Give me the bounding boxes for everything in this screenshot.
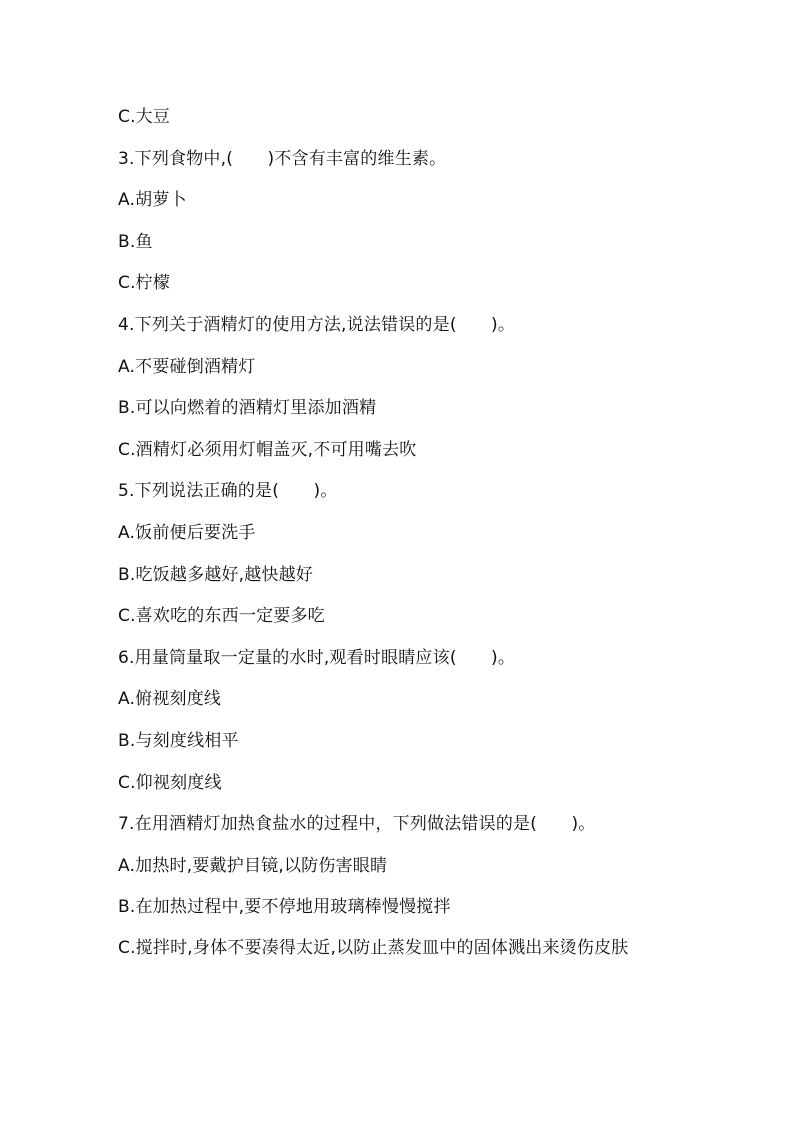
question-6-option-b: B.与刻度线相平 xyxy=(118,730,239,751)
question-5-option-c: C.喜欢吃的东西一定要多吃 xyxy=(118,606,325,627)
question-4-option-c: C.酒精灯必须用灯帽盖灭,不可用嘴去吹 xyxy=(118,439,417,460)
question-4: 4.下列关于酒精灯的使用方法,说法错误的是( )。 xyxy=(118,314,516,335)
question-list xyxy=(118,106,688,989)
question-3-option-a: A.胡萝卜 xyxy=(118,190,187,211)
question-4-option-b: B.可以向燃着的酒精灯里添加酒精 xyxy=(118,398,377,419)
question-3-option-b: B.鱼 xyxy=(118,231,153,252)
question-3-option-c: C.柠檬 xyxy=(118,273,171,294)
question-6-option-a: A.俯视刻度线 xyxy=(118,689,222,710)
question-5: 5.下列说法正确的是( )。 xyxy=(118,481,338,502)
question-3: 3.下列食物中,( )不含有丰富的维生素。 xyxy=(118,148,447,169)
question-5-option-a: A.饭前便后要洗手 xyxy=(118,522,256,543)
question-7-option-a: A.加热时,要戴护目镜,以防伤害眼睛 xyxy=(118,855,388,876)
question-7: 7.在用酒精灯加热食盐水的过程中，下列做法错误的是( )。 xyxy=(118,814,596,835)
question-6: 6.用量筒量取一定量的水时,观看时眼睛应该( )。 xyxy=(118,647,516,668)
question-7-option-c: C.搅拌时,身体不要凑得太近,以防止蒸发皿中的固体溅出来烫伤皮肤 xyxy=(118,938,629,959)
question-5-option-b: B.吃饭越多越好,越快越好 xyxy=(118,564,314,585)
question-4-option-a: A.不要碰倒酒精灯 xyxy=(118,356,256,377)
question-7-option-b: B.在加热过程中,要不停地用玻璃棒慢慢搅拌 xyxy=(118,897,451,918)
option-c-soybean: C.大豆 xyxy=(118,107,171,127)
question-6-option-c: C.仰视刻度线 xyxy=(118,772,222,793)
